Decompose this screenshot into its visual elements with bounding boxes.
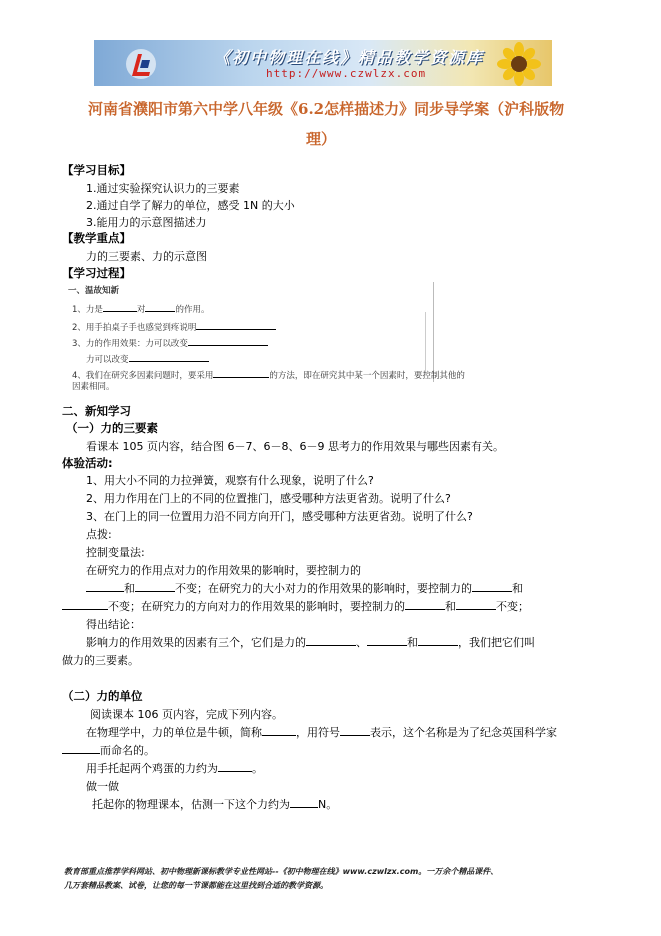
unit-line2: 而命名的。 xyxy=(62,742,155,758)
blank xyxy=(145,300,175,312)
key-points-text: 力的三要素、力的示意图 xyxy=(86,250,207,263)
unit-line3: 用手托起两个鸡蛋的力约为 。 xyxy=(86,762,263,775)
blank xyxy=(218,760,252,772)
site-logo-icon xyxy=(124,46,158,82)
objectives-heading: 【学习目标】 xyxy=(62,163,131,177)
doc-title-line2: 理） xyxy=(306,130,337,148)
divider xyxy=(425,312,426,372)
objective-item: 2.通过自学了解力的单位，感受 1N 的大小 xyxy=(86,199,295,212)
unit-line1: 在物理学中，力的单位是牛顿，简称 ，用符号 表示，这个名称是为了纪念英国科学家 xyxy=(86,726,557,739)
activity-heading: 体验活动: xyxy=(62,456,113,470)
banner-title: 《初中物理在线》精品教学资源库 xyxy=(214,48,485,67)
review-q3: 3、力的作用效果：力可以改变 xyxy=(72,334,268,349)
activity-item: 1、用大小不同的力拉弹簧，观察有什么现象，说明了什么? xyxy=(86,474,374,487)
activity-item: 3、在门上的同一位置用力沿不同方向开门，感受哪种方法更省劲。说明了什么? xyxy=(86,510,473,523)
activity-item: 2、用力作用在门上的不同的位置推门，感受哪种方法更省劲。说明了什么? xyxy=(86,492,451,505)
blank xyxy=(103,300,137,312)
blank xyxy=(290,796,318,808)
tip-label: 点拨: xyxy=(86,528,112,541)
blank xyxy=(367,634,407,646)
method-line3: 不变；在研究力的方向对力的作用效果的影响时，要控制力的 和 不变； xyxy=(62,598,529,614)
review-q4: 4、我们在研究多因素问题时，要采用 的方法，即在研究其中某一个因素时，要控制其他的 xyxy=(72,366,465,381)
blank xyxy=(213,366,269,378)
review-q2: 2、用手拍桌子手也感觉到疼说明 xyxy=(72,318,276,333)
banner-url: http://www.czwlzx.com xyxy=(266,67,427,80)
review-heading: 一、温故知新 xyxy=(68,286,120,296)
footer-line2: 几万套精品教案、试卷，让您的每一节课都能在这里找到合适的教学资源。 xyxy=(64,881,328,890)
blank xyxy=(472,580,512,592)
blank xyxy=(340,724,370,736)
objective-item: 3.能用力的示意图描述力 xyxy=(86,216,207,229)
blank xyxy=(135,580,175,592)
section2-read: 阅读课本 106 页内容，完成下列内容。 xyxy=(90,708,283,721)
blank xyxy=(418,634,458,646)
method-line2: 和 不变；在研究力的大小对力的作用效果的影响时，要控制力的 和 xyxy=(86,580,523,596)
blank xyxy=(86,580,124,592)
section2-heading: （二）力的单位 xyxy=(62,689,143,703)
review-image xyxy=(68,282,520,392)
section1-intro: 看课本 105 页内容，结合图 6－7、6－8、6－9 思考力的作用效果与哪些因素有关。 xyxy=(86,440,504,453)
footer-line1: 教育部重点推荐学科网站、初中物理新课标教学专业性网站--《初中物理在线》www.czwlzx.com。一万余个精品课件、 xyxy=(64,867,499,876)
method-label: 控制变量法: xyxy=(86,546,145,559)
blank xyxy=(456,598,496,610)
doc-title-line1: 河南省濮阳市第六中学八年级《6.2怎样描述力》同步导学案（沪科版物 xyxy=(88,100,565,118)
review-q1: 1、力是 对 的作用。 xyxy=(72,300,209,315)
blank xyxy=(262,724,296,736)
conclusion-label: 得出结论： xyxy=(86,618,141,631)
conclusion-line1: 影响力的作用效果的因素有三个，它们是力的 、 和 ，我们把它们叫 xyxy=(86,636,535,649)
blank xyxy=(62,598,108,610)
blank xyxy=(196,318,276,330)
section1-heading: （一）力的三要素 xyxy=(66,421,158,435)
blank xyxy=(306,634,356,646)
header-banner xyxy=(94,40,552,86)
sunflower-icon xyxy=(494,42,544,86)
blank xyxy=(188,334,268,346)
review-q3b: 力可以改变 xyxy=(86,350,209,365)
objective-item: 1.通过实验探究认识力的三要素 xyxy=(86,182,240,195)
method-line1: 在研究力的作用点对力的作用效果的影响时，要控制力的 xyxy=(86,564,361,577)
new-learning-heading: 二、新知学习 xyxy=(62,404,131,418)
blank xyxy=(62,742,100,754)
process-heading: 【学习过程】 xyxy=(62,266,131,280)
unit-line4: 托起你的物理课本，估测一下这个力约为 N。 xyxy=(92,798,338,811)
try-label: 做一做 xyxy=(86,780,119,793)
blank xyxy=(405,598,445,610)
blank xyxy=(129,350,209,362)
key-points-heading: 【教学重点】 xyxy=(62,231,131,245)
review-q4-cont: 因素相同。 xyxy=(72,382,115,392)
conclusion-line2: 做力的三要素。 xyxy=(62,654,139,667)
